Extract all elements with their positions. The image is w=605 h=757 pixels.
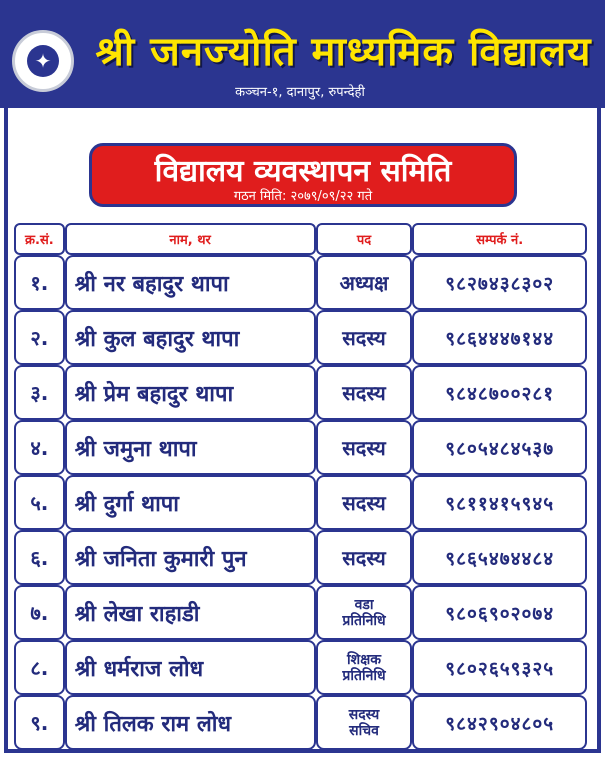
row-name: श्री कुल बहादुर थापा [65, 310, 316, 365]
row-phone: ९८०६९०२०७४ [412, 585, 587, 640]
table-row [14, 475, 587, 530]
row-phone: ९८०२६५९३२५ [412, 640, 587, 695]
row-phone: ९८४८७००२८१ [412, 365, 587, 420]
col-header-phone: सम्पर्क नं. [412, 223, 587, 255]
row-post: अध्यक्ष [316, 255, 413, 310]
row-post: सदस्य [316, 365, 413, 420]
row-post-line1: शिक्षक [347, 651, 381, 668]
row-phone: ९८६५४७४४८४ [412, 530, 587, 585]
row-sn: ४. [14, 420, 65, 475]
row-sn: ८. [14, 640, 65, 695]
row-sn: ३. [14, 365, 65, 420]
table-row [14, 365, 587, 420]
col-header-post: पद [316, 223, 413, 255]
committee-banner [89, 143, 517, 207]
school-name: श्री जनज्योति माध्यमिक विद्यालय [95, 29, 592, 75]
row-post-line2: सचिव [349, 722, 379, 739]
row-sn: ७. [14, 585, 65, 640]
school-address: कञ्चन-१, दानापुर, रुपन्देही [235, 85, 365, 100]
table-row [14, 695, 587, 750]
row-post [316, 585, 413, 640]
header-bar [0, 0, 605, 108]
row-sn: ६. [14, 530, 65, 585]
row-phone: ९८६४४४७१४४ [412, 310, 587, 365]
formation-date: गठन मिति: २०७९/०९/२२ गते [233, 189, 373, 204]
row-name: श्री दुर्गा थापा [65, 475, 316, 530]
row-post-line2: प्रतिनिधि [342, 612, 386, 629]
row-post: सदस्य [316, 420, 413, 475]
row-post: सदस्य [316, 310, 413, 365]
row-phone: ९८०५४८४५३७ [412, 420, 587, 475]
row-name: श्री तिलक राम लोध [65, 695, 316, 750]
table-row [14, 585, 587, 640]
row-post-line2: प्रतिनिधि [342, 667, 386, 684]
row-sn: ९. [14, 695, 65, 750]
table-row [14, 420, 587, 475]
table-header-row [14, 223, 587, 255]
row-post: सदस्य [316, 530, 413, 585]
table-row [14, 530, 587, 585]
row-post-line1: वडा [354, 596, 374, 613]
row-phone: ९८४२९०४८०५ [412, 695, 587, 750]
row-sn: १. [14, 255, 65, 310]
row-post [316, 695, 413, 750]
col-header-sn: क्र.सं. [14, 223, 65, 255]
row-phone: ९८११४१५९४५ [412, 475, 587, 530]
row-phone: ९८२७४३८३०२ [412, 255, 587, 310]
row-post: सदस्य [316, 475, 413, 530]
row-post-line1: सदस्य [348, 706, 380, 723]
row-name: श्री प्रेम बहादुर थापा [65, 365, 316, 420]
row-name: श्री जनिता कुमारी पुन [65, 530, 316, 585]
table-row [14, 310, 587, 365]
table-row [14, 255, 587, 310]
row-name: श्री धर्मराज लोध [65, 640, 316, 695]
row-post [316, 640, 413, 695]
committee-title: विद्यालय व्यवस्थापन समिति [154, 154, 452, 189]
row-sn: २. [14, 310, 65, 365]
row-name: श्री लेखा राहाडी [65, 585, 316, 640]
row-name: श्री जमुना थापा [65, 420, 316, 475]
row-sn: ५. [14, 475, 65, 530]
school-emblem-icon: ✦ [12, 30, 74, 92]
committee-table [14, 223, 587, 750]
table-row [14, 640, 587, 695]
col-header-name: नाम, थर [65, 223, 316, 255]
row-name: श्री नर बहादुर थापा [65, 255, 316, 310]
